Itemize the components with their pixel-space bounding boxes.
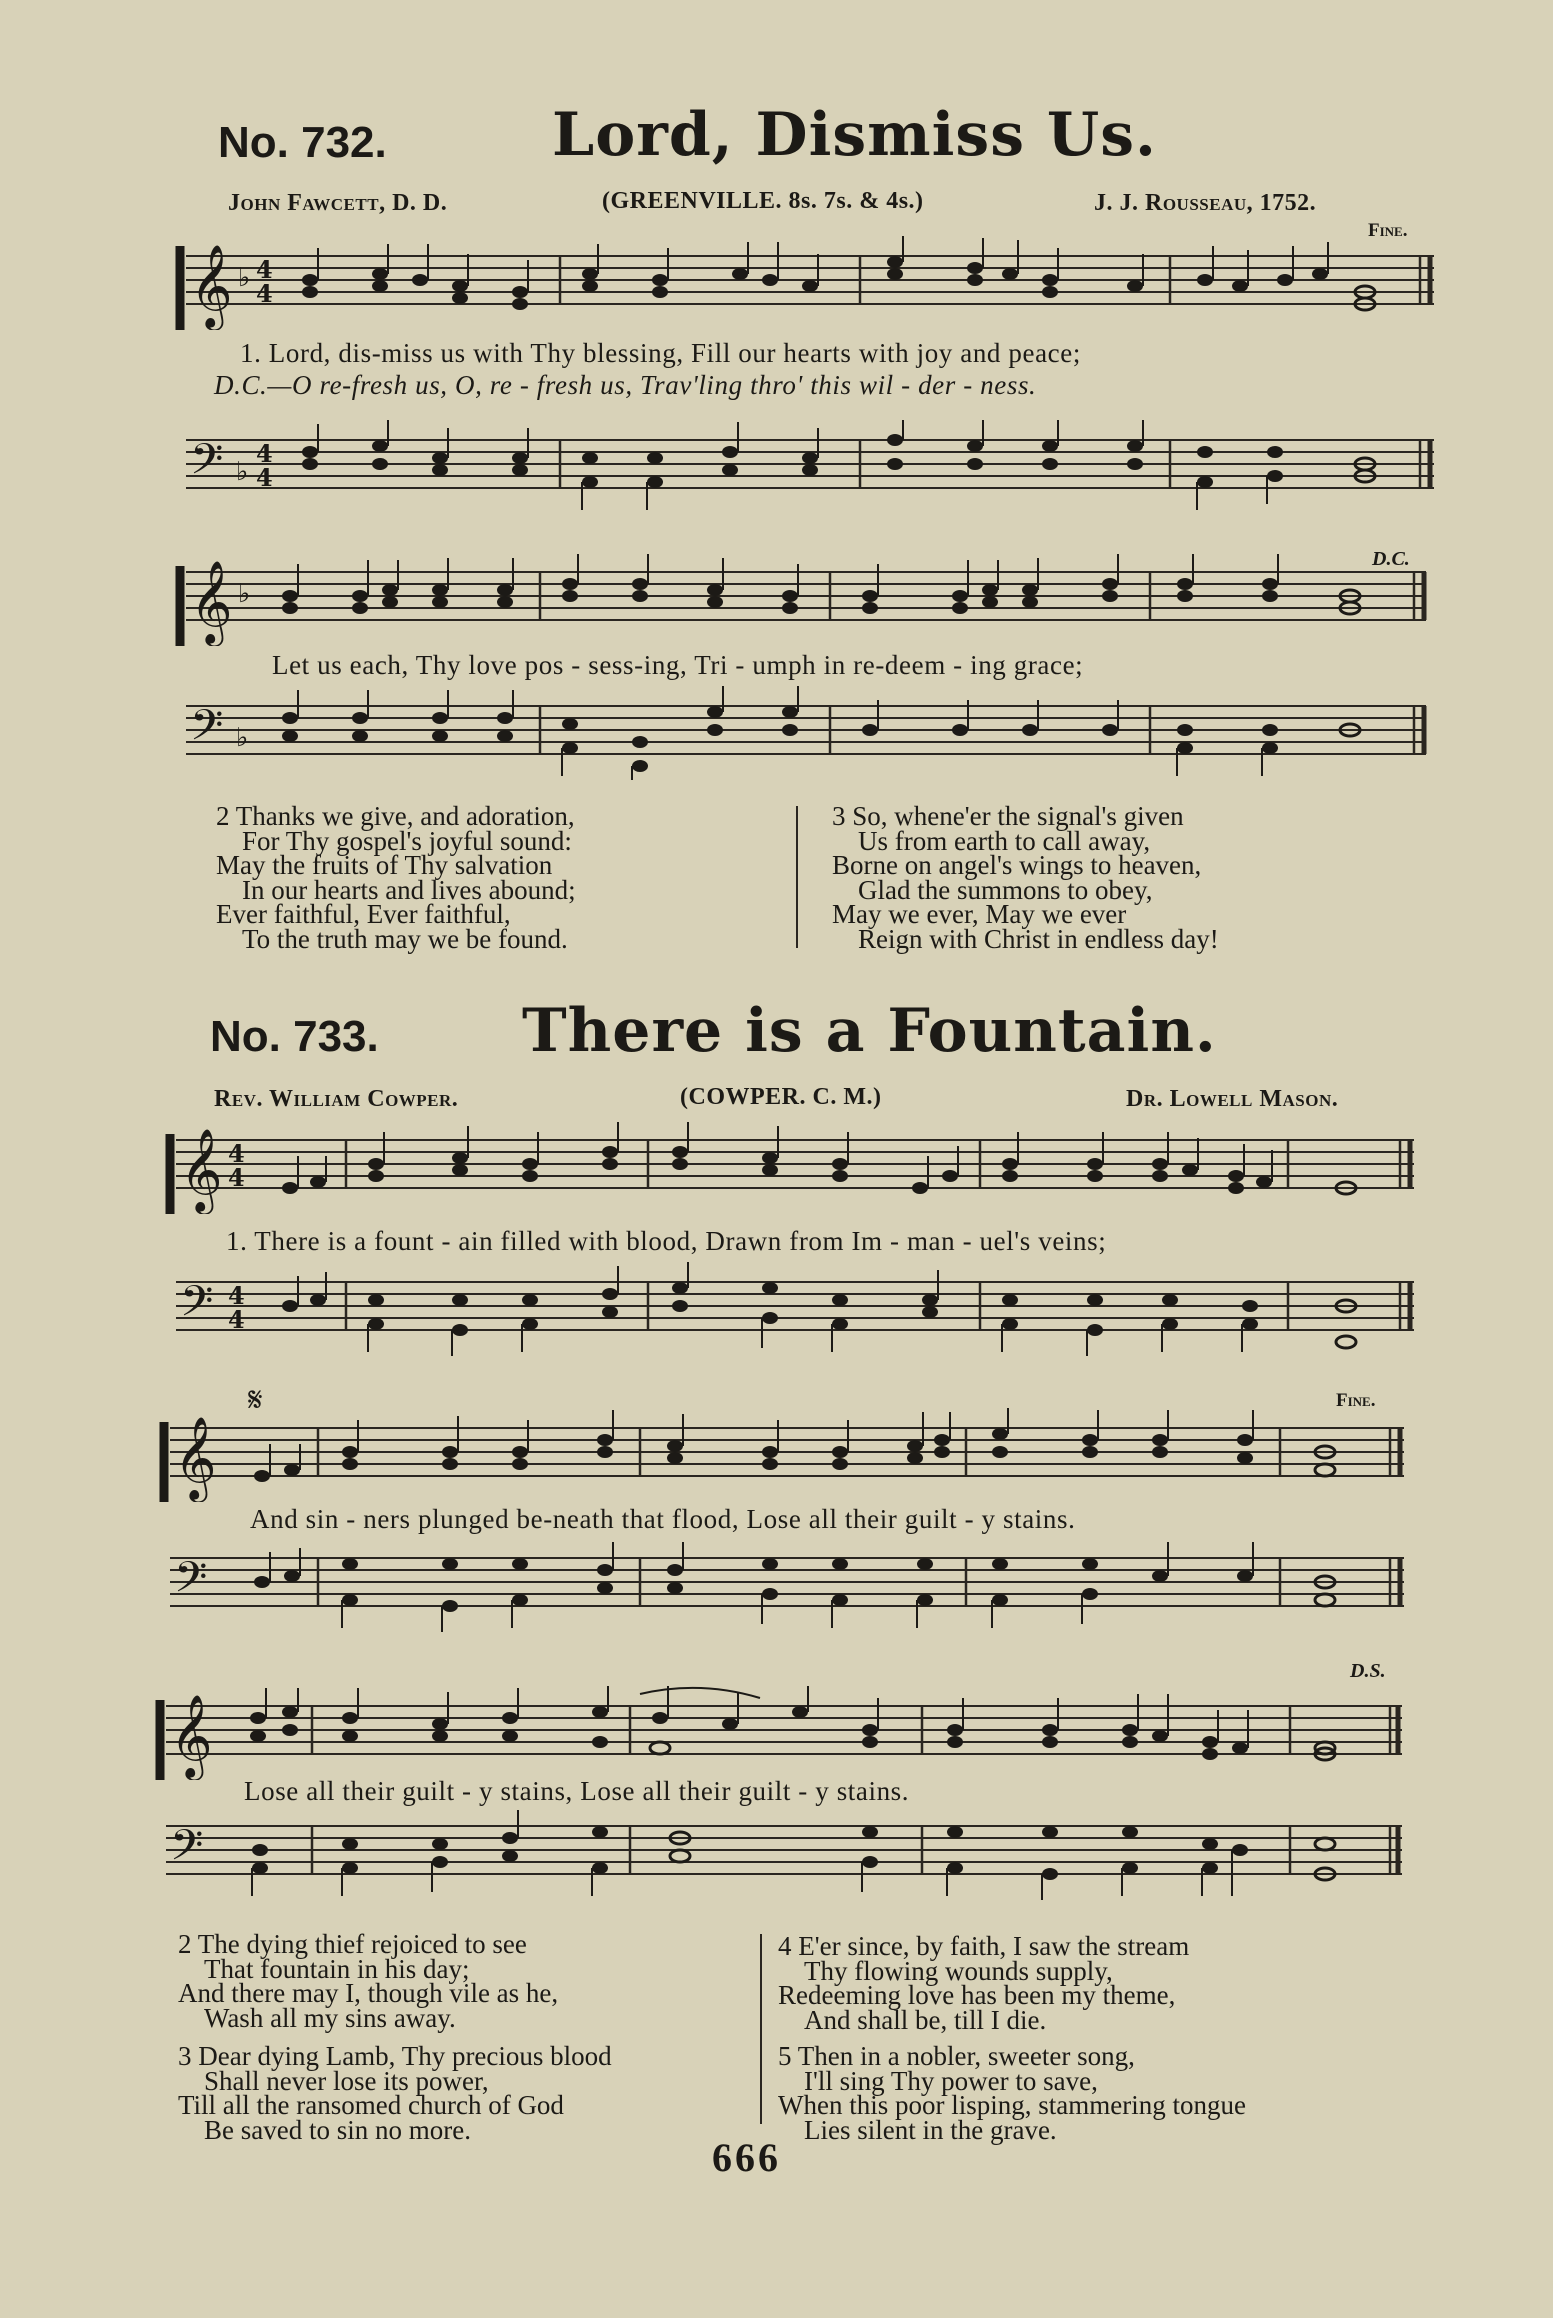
verse-line: 2 Thanks we give, and adoration, <box>216 801 575 831</box>
verse-line: Borne on angel's wings to heaven, <box>832 850 1202 880</box>
hymn-732-composer: J. J. Rousseau, 1752. <box>1094 190 1317 216</box>
hymn-732-lyric-line-1: 1. Lord, dis-miss us with Thy blessing, Fill our hearts with joy and peace; <box>240 338 1081 368</box>
verse-divider <box>760 1934 762 2124</box>
hymn-732-system-2-bass-staff <box>0 686 1553 780</box>
svg-text:4: 4 <box>256 279 273 308</box>
bass-clef-icon: 𝄢 <box>180 1277 214 1337</box>
treble-clef-icon: 𝄞 <box>190 243 233 327</box>
verse-line: Be saved to sin no more. <box>204 2114 471 2145</box>
hymn-732-system-2-treble-staff <box>0 552 1553 646</box>
hymn-733-verse-3 <box>178 2041 612 2145</box>
verse-line: I'll sing Thy power to save, <box>804 2065 1098 2096</box>
hymn-732-lyric-dc-line: D.C.—O re-fresh us, O, re - fresh us, Trav'ling thro' this wil - der - ness. <box>214 370 1037 400</box>
bass-clef-icon: 𝄢 <box>174 1553 208 1613</box>
treble-clef-icon: 𝄞 <box>180 1127 223 1211</box>
hymn-733-verse-4 <box>778 1931 1190 2035</box>
svg-text:4: 4 <box>228 1163 245 1192</box>
hymn-733-tune: (COWPER. C. M.) <box>680 1084 882 1110</box>
hymn-733-ds-mark: D.S. <box>1350 1660 1386 1682</box>
verse-line: Glad the summons to obey, <box>858 874 1153 905</box>
hymn-732-lyric-line-2: Let us each, Thy love pos - sess-ing, Tri - umph in re-deem - ing grace; <box>272 650 1084 680</box>
svg-text:4: 4 <box>228 1281 245 1310</box>
hymn-732-tune: (GREENVILLE. 8s. 7s. & 4s.) <box>602 188 924 214</box>
hymn-733-number: No. 733. <box>210 1012 379 1061</box>
flat-icon: ♭ <box>236 457 249 487</box>
flat-icon: ♭ <box>238 579 251 609</box>
bass-clef-icon: 𝄢 <box>190 701 224 761</box>
verse-line: 4 E'er since, by faith, I saw the stream <box>778 1931 1190 1961</box>
treble-clef-icon: 𝄞 <box>170 1693 213 1777</box>
hymn-732-verse-3 <box>832 801 1219 954</box>
hymn-733-title: There is a Fountain. <box>522 996 1217 1066</box>
verse-line: For Thy gospel's joyful sound: <box>242 825 572 856</box>
verse-line: 5 Then in a nobler, sweeter song, <box>778 2041 1135 2071</box>
svg-text:4: 4 <box>256 439 273 468</box>
verse-line: Lies silent in the grave. <box>804 2114 1057 2145</box>
verse-line: May the fruits of Thy salvation <box>216 850 553 880</box>
verse-line: And shall be, till I die. <box>804 2004 1047 2035</box>
verse-divider <box>796 806 798 948</box>
hymn-732-number: No. 732. <box>218 118 387 167</box>
verse-line: When this poor lisping, stammering tongue <box>778 2090 1246 2120</box>
verse-line: Us from earth to call away, <box>858 825 1151 856</box>
verse-line: May we ever, May we ever <box>832 899 1127 929</box>
svg-text:4: 4 <box>228 1305 245 1334</box>
verse-line: Shall never lose its power, <box>204 2065 489 2096</box>
hymn-733-fine-mark: Fine. <box>1336 1390 1376 1411</box>
hymn-733-verse-2 <box>178 1929 559 2033</box>
verse-line: Till all the ransomed church of God <box>178 2090 564 2120</box>
hymn-733-lyric-line-3: Lose all their guilt - y stains, Lose all their guilt - y stains. <box>244 1776 910 1806</box>
segno-icon: 𝄋 <box>248 1382 263 1419</box>
hymn-732-system-1-treble-staff <box>0 236 1553 330</box>
treble-clef-icon: 𝄞 <box>190 559 233 643</box>
verse-line: Wash all my sins away. <box>204 2002 456 2033</box>
hymn-733-system-3-bass-staff <box>0 1806 1553 1900</box>
hymn-732-system-1-bass-staff <box>0 420 1553 514</box>
verse-line: Redeeming love has been my theme, <box>778 1980 1176 2010</box>
hymn-733-system-2-bass-staff <box>0 1538 1553 1632</box>
hymn-732-author: John Fawcett, D. D. <box>228 190 448 216</box>
verse-line: That fountain in his day; <box>204 1953 470 1984</box>
verse-line: Reign with Christ in endless day! <box>858 923 1219 954</box>
verse-line: Thy flowing wounds supply, <box>804 1955 1113 1986</box>
hymn-732-fine-mark: Fine. <box>1368 220 1408 241</box>
verse-line: To the truth may we be found. <box>242 923 568 954</box>
bass-clef-icon: 𝄢 <box>190 435 224 495</box>
verse-line: In our hearts and lives abound; <box>242 874 576 905</box>
hymn-732-dc-mark: D.C. <box>1372 548 1410 570</box>
verse-line: Ever faithful, Ever faithful, <box>216 899 511 929</box>
svg-text:4: 4 <box>256 463 273 492</box>
hymn-733-verse-5 <box>778 2041 1246 2145</box>
hymn-733-system-1-treble-staff <box>0 1120 1553 1214</box>
svg-text:4: 4 <box>256 255 273 284</box>
hymn-733-lyric-line-1: 1. There is a fount - ain filled with blood, Drawn from Im - man - uel's veins; <box>226 1226 1107 1256</box>
hymn-733-system-2-treble-staff <box>0 1408 1553 1502</box>
hymn-733-system-3-treble-staff <box>0 1686 1553 1780</box>
hymn-732-title: Lord, Dismiss Us. <box>552 100 1157 170</box>
verse-line: 3 Dear dying Lamb, Thy precious blood <box>178 2041 612 2071</box>
hymn-732-verse-2 <box>216 801 576 954</box>
treble-clef-icon: 𝄞 <box>174 1415 217 1499</box>
flat-icon: ♭ <box>238 263 251 293</box>
flat-icon: ♭ <box>236 723 249 753</box>
hymn-733-composer: Dr. Lowell Mason. <box>1126 1086 1339 1112</box>
verse-line: And there may I, though vile as he, <box>178 1978 559 2008</box>
page-number: 666 <box>712 2135 781 2180</box>
verse-line: 2 The dying thief rejoiced to see <box>178 1929 527 1959</box>
hymn-733-system-1-bass-staff <box>0 1262 1553 1356</box>
bass-clef-icon: 𝄢 <box>170 1821 204 1881</box>
hymn-733-lyric-line-2: And sin - ners plunged be-neath that flood, Lose all their guilt - y stains. <box>250 1504 1076 1534</box>
hymn-733-author: Rev. William Cowper. <box>214 1086 459 1112</box>
verse-line: 3 So, whene'er the signal's given <box>832 801 1184 831</box>
svg-text:4: 4 <box>228 1139 245 1168</box>
